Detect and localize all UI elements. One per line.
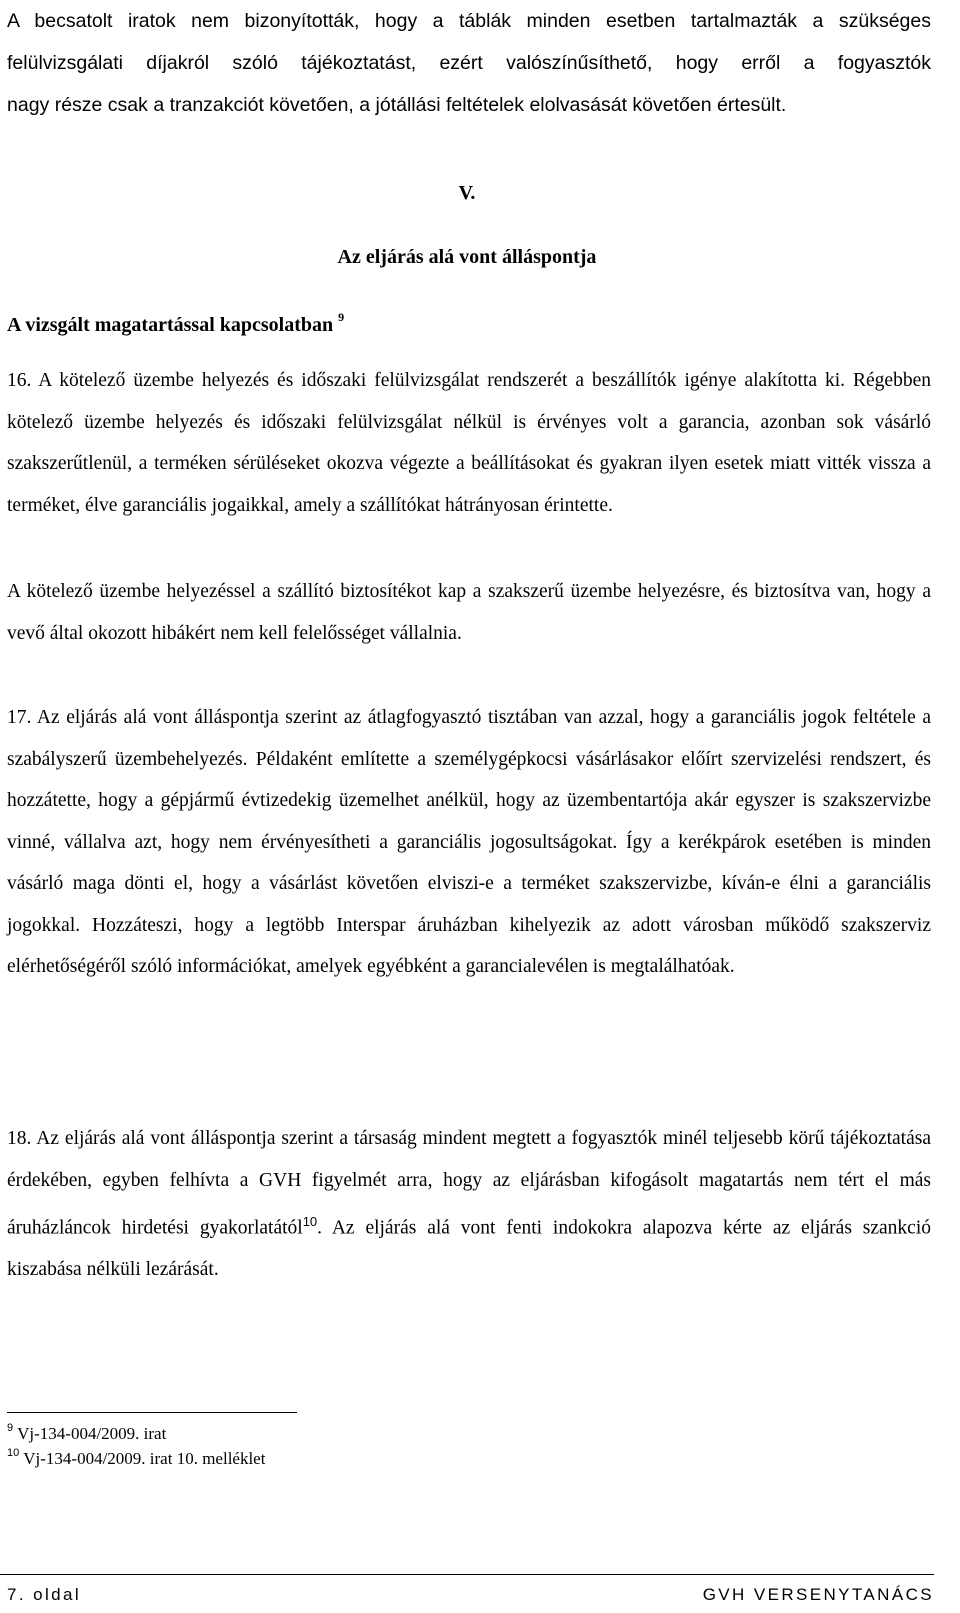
footnote-number: 10	[7, 1447, 20, 1459]
paragraph-18	[7, 1118, 931, 1291]
footnote-number: 9	[7, 1422, 14, 1434]
footer-rule	[0, 1574, 934, 1575]
page-number: 7. oldal	[7, 1585, 82, 1604]
footnote-10	[7, 1447, 265, 1469]
intro-line-1: A becsatolt iratok nem bizonyították, hogy a táblák minden esetben tartalmazták a szükséges	[7, 10, 931, 32]
footnote-ref-10[interactable]: 10	[302, 1214, 318, 1229]
paragraph-16: 16. A kötelező üzembe helyezés és időszaki felülvizsgálat rendszerét a beszállítók igénye alakította ki. Régebben kötelező üzembe helyezés és időszaki felülvizsgálat nélkül is érvényes volt a garancia, azonban sok vásárló szakszerűtlenül, a terméken sérüléseket okozva végezte a beállításokat és gyakran ilyen esetek miatt vitték vissza a terméket, élve garanciális jogaikkal, amely a szállítókat hátrányosan érintette.	[7, 370, 931, 516]
footnote-separator	[7, 1412, 297, 1413]
paragraph-18-text-end: . Az eljárás alá vont fenti indokokra alapozva kérte az eljárás szankció kiszabása nélküli lezárását.	[7, 1217, 931, 1280]
subheading-text: A vizsgált magatartással kapcsolatban	[7, 314, 334, 336]
intro-line-3: nagy része csak a tranzakciót követően, a jótállási feltételek elolvasását követően értesült.	[7, 94, 787, 116]
intro-paragraph	[7, 0, 931, 126]
footnote-ref-9[interactable]: 9	[338, 310, 345, 324]
paragraph-17: 17. Az eljárás alá vont álláspontja szerint az átlagfogyasztó tisztában van azzal, hogy a garanciális jogok feltétele a szabályszerű üzembehelyezés. Példaként említette a személygépkocsi vásárlásakor előírt szervizelési rendszert, és hozzátette, hogy a gépjármű évtizedekig üzemelhet anélkül, hogy az üzembentartója akár egyszer is szakszervizbe vinné, vállalva azt, hogy nem érvényesítheti a garanciális jogosultságokat. Így a kerékpárok esetében is minden vásárló maga dönti el, hogy a vásárlást követően elviszi-e a terméket szakszervizbe, kíván-e élni a garanciális jogokkal. Hozzáteszi, hogy a legtöbb Interspar áruházban kihelyezik az adott városban működő szakszerviz elérhetőségéről szóló információkat, amelyek egyébként a garancialevélen is megtalálhatóak.	[7, 707, 931, 977]
section-subheading	[7, 310, 344, 337]
chapter-title: Az eljárás alá vont álláspontja	[337, 246, 597, 268]
footnote-text: Vj-134-004/2009. irat	[17, 1424, 167, 1443]
footer-organization: GVH VERSENYTANÁCS	[702, 1585, 934, 1604]
paragraph-18-text: 18. Az eljárás alá vont álláspontja szerint a társaság mindent megtett a fogyasztók minél teljesebb körű tájékoztatása érdekében, egyben felhívta a GVH figyelmét arra, hogy az eljárásban kifogásolt magatartás nem tért el más áruházláncok hirdetési gyakorlatától	[7, 1128, 931, 1239]
footnote-9	[7, 1422, 166, 1444]
footnote-text: Vj-134-004/2009. irat 10. melléklet	[23, 1449, 266, 1468]
intro-line-2: felülvizsgálati díjakról szóló tájékoztatást, ezért valószínűsíthető, hogy erről a fogyasztók	[7, 52, 931, 74]
chapter-number: V.	[458, 182, 476, 204]
paragraph-16-continued: A kötelező üzembe helyezéssel a szállító biztosítékot kap a szakszerű üzembe helyezésre, és biztosítva van, hogy a vevő által okozott hibákért nem kell felelősséget vállalnia.	[7, 581, 931, 644]
